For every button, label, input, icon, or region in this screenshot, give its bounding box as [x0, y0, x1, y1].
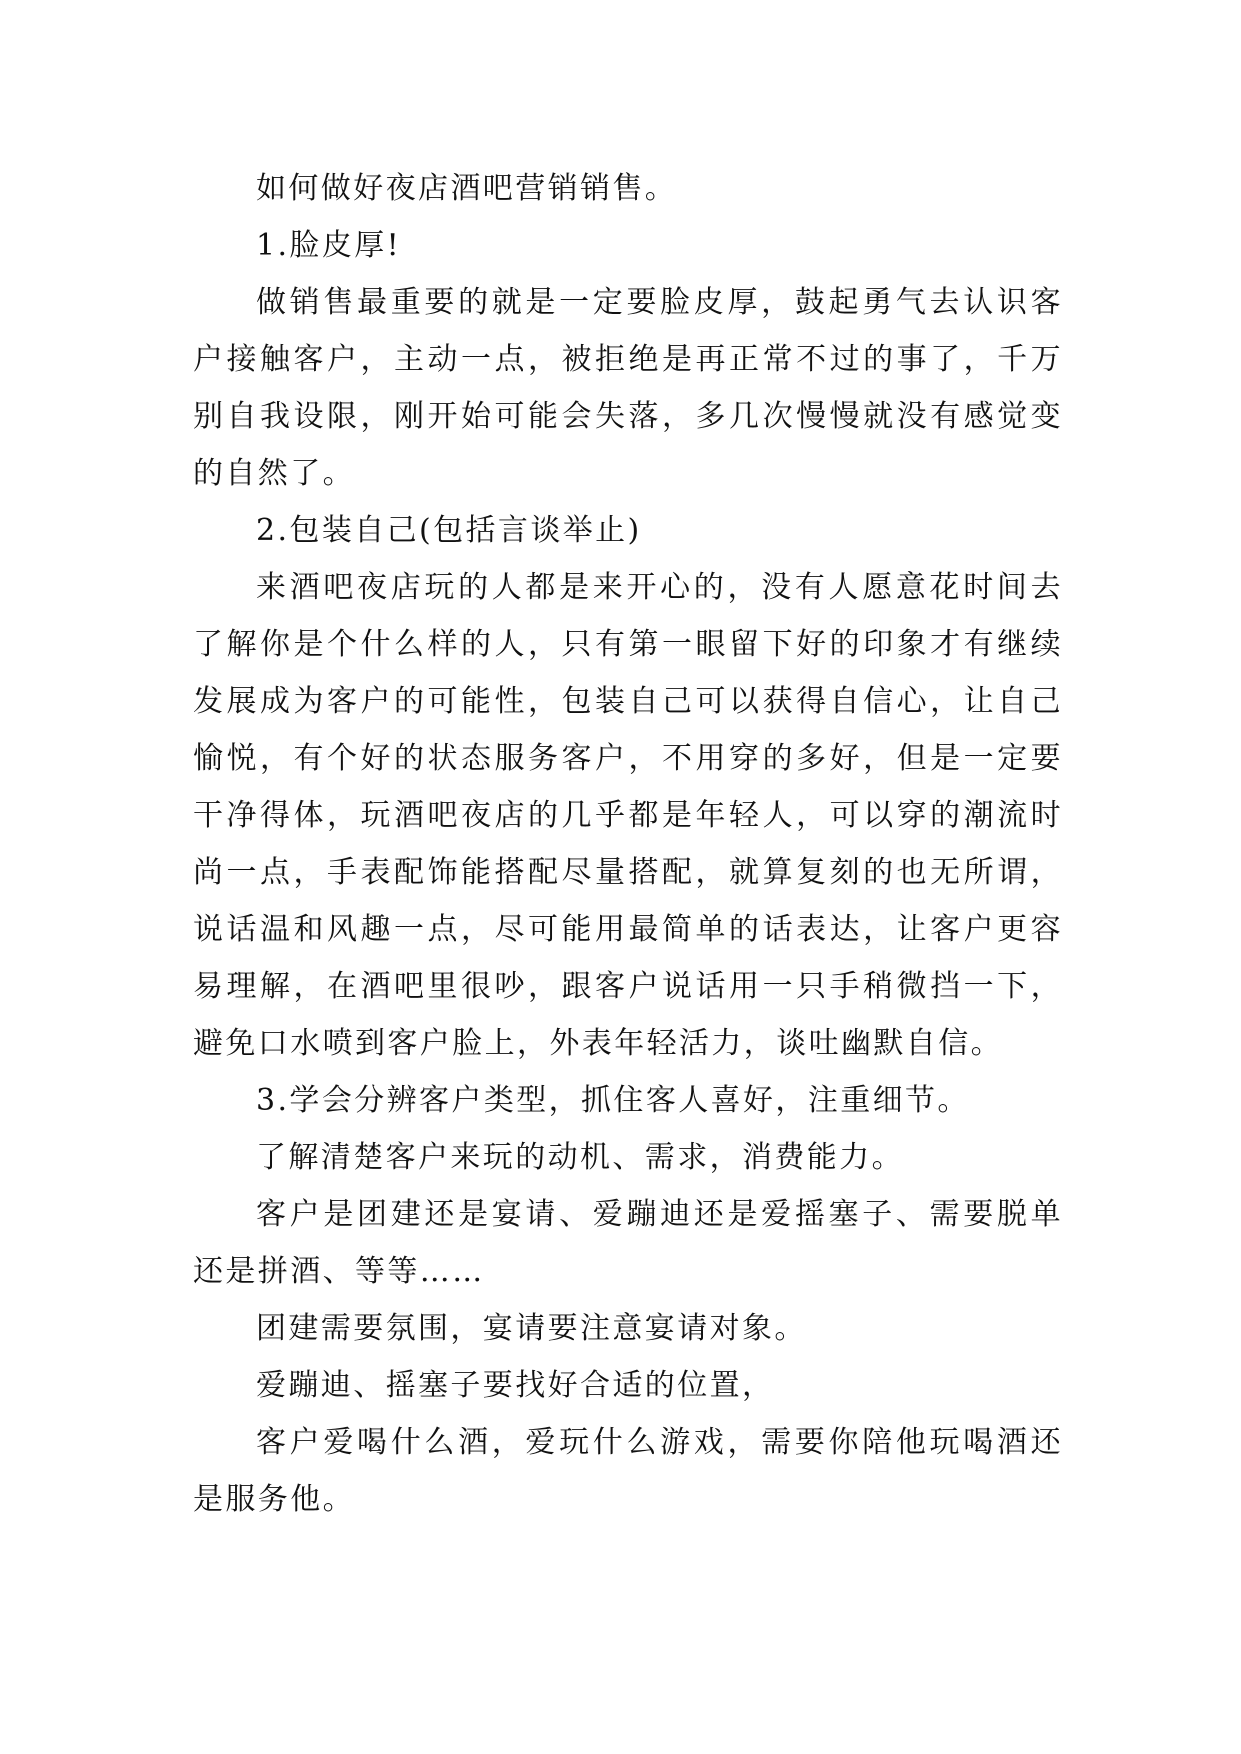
section-heading-3: 3.学会分辨客户类型，抓住客人喜好，注重细节。	[256, 1083, 970, 1118]
paragraph-4: 客户是团建还是宴请、爱蹦迪还是爱摇塞子、需要脱单还是拼酒、等等……	[193, 1197, 1063, 1289]
paragraph-5: 团建需要氛围，宴请要注意宴请对象。	[256, 1311, 807, 1346]
document-title: 如何做好夜店酒吧营销销售。	[256, 171, 678, 206]
paragraph-1: 做销售最重要的就是一定要脸皮厚，鼓起勇气去认识客户接触客户，主动一点，被拒绝是再正常不过的事了，千万别自我设限，刚开始可能会失落，多几次慢慢就没有感觉变的自然了。	[193, 285, 1063, 491]
paragraph-7: 客户爱喝什么酒，爱玩什么游戏，需要你陪他玩喝酒还是服务他。	[193, 1425, 1063, 1517]
section-heading-1: 1.脸皮厚!	[256, 228, 402, 263]
document-page	[193, 160, 1063, 1528]
paragraph-6: 爱蹦迪、摇塞子要找好合适的位置，	[256, 1368, 775, 1403]
section-heading-2: 2.包装自己(包括言谈举止)	[256, 513, 642, 548]
paragraph-2: 来酒吧夜店玩的人都是来开心的，没有人愿意花时间去了解你是个什么样的人，只有第一眼留下好的印象才有继续发展成为客户的可能性，包装自己可以获得自信心，让自己愉悦，有个好的状态服务客户，不用穿的多好，但是一定要干净得体，玩酒吧夜店的几乎都是年轻人，可以穿的潮流时尚一点，手表配饰能搭配尽量搭配，就算复刻的也无所谓，说话温和风趣一点，尽可能用最简单的话表达，让客户更容易理解，在酒吧里很吵，跟客户说话用一只手稍微挡一下，避免口水喷到客户脸上，外表年轻活力，谈吐幽默自信。	[193, 570, 1063, 1061]
paragraph-3: 了解清楚客户来玩的动机、需求，消费能力。	[256, 1140, 904, 1175]
